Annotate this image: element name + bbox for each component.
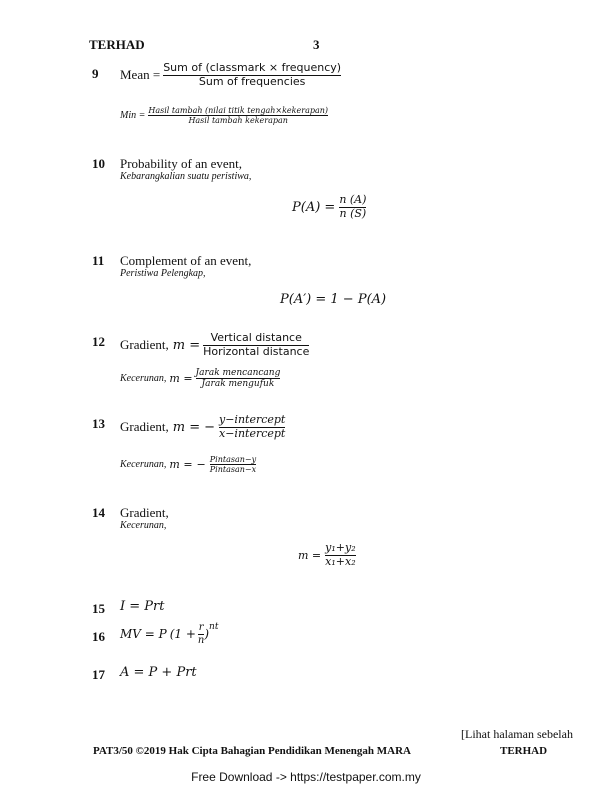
formula-10-lhs: P(A) =	[292, 199, 336, 215]
formula-14-equation	[298, 542, 356, 568]
formula-9-label: Mean =	[120, 67, 161, 83]
formula-16-equation	[120, 622, 218, 646]
formula-13-fraction	[219, 414, 285, 440]
formula-12-numerator: Vertical distance	[210, 331, 302, 344]
footer-classification: TERHAD	[500, 745, 548, 757]
formula-13-denominator-ms: Pintasan−x	[209, 465, 257, 475]
formula-12-kecerunan	[120, 368, 280, 390]
formula-16-close: )	[204, 627, 210, 641]
formula-10-title-ms: Kebarangkalian suatu peristiwa,	[120, 171, 252, 182]
formula-12-m: m =	[172, 337, 201, 353]
formula-14-denominator: x₁+x₂	[325, 554, 356, 568]
formula-12-fraction-ms	[196, 368, 281, 390]
turn-over-note: [Lihat halaman sebelah	[461, 727, 573, 741]
formula-17-equation: A = P + Prt	[120, 665, 197, 680]
formula-13-kecerunan	[120, 455, 256, 474]
formula-16-number: 16	[92, 629, 105, 644]
formula-14-fraction	[325, 542, 355, 568]
formula-9-fraction-ms	[148, 106, 328, 125]
formula-13-m: m =	[172, 419, 201, 435]
formula-9-mean	[120, 62, 341, 88]
formula-12-denominator: Horizontal distance	[203, 344, 310, 358]
formula-10-numerator: n (A)	[339, 193, 367, 206]
page-number: 3	[313, 37, 320, 52]
formula-10-equation	[292, 194, 366, 220]
formula-10-number: 10	[92, 156, 105, 171]
formula-13-m-ms: m =	[169, 458, 193, 472]
formula-16-lhs: MV = P	[120, 627, 167, 641]
formula-14-numerator: y₁+y₂	[325, 541, 356, 554]
formula-13-minus: −	[204, 419, 215, 435]
formula-11-number: 11	[92, 253, 105, 268]
formula-13-number: 13	[92, 416, 105, 431]
formula-16-numerator: r	[198, 622, 204, 633]
formula-13-denominator: x−intercept	[219, 426, 286, 440]
formula-12-fraction	[203, 332, 309, 358]
formula-11-equation: P(A′) = 1 − P(A)	[280, 292, 387, 307]
header-classification: TERHAD	[89, 37, 145, 52]
formula-13-minus-ms: −	[196, 458, 206, 472]
formula-10-title: Probability of an event,	[120, 156, 243, 171]
formula-12-gradient	[120, 332, 309, 358]
formula-14-number: 14	[92, 505, 105, 520]
formula-16-denominator: n	[197, 634, 205, 646]
formula-9-min	[120, 106, 328, 125]
formula-9-numerator-ms: Hasil tambah (nilai titik tengah×kekerapan)	[148, 106, 328, 115]
formula-13-label: Gradient,	[120, 419, 169, 435]
formula-13-numerator-ms: Pintasan−y	[209, 455, 257, 464]
formula-12-number: 12	[92, 334, 105, 349]
formula-16-exponent: nt	[209, 622, 219, 632]
formula-14-title: Gradient,	[120, 505, 169, 520]
formula-15-number: 15	[92, 601, 105, 616]
formula-13-label-ms: Kecerunan,	[120, 459, 167, 471]
formula-9-number: 9	[92, 66, 99, 81]
formula-10-denominator: n (S)	[339, 206, 367, 220]
formula-12-denominator-ms: Jarak mengufuk	[196, 378, 281, 389]
download-link[interactable]: Free Download -> https://testpaper.com.my	[191, 770, 421, 784]
formula-13-gradient	[120, 414, 285, 440]
formula-12-label: Gradient,	[120, 337, 169, 353]
formula-12-numerator-ms: Jarak mencancang	[195, 368, 281, 378]
formula-9-denominator-ms: Hasil tambah kekerapan	[148, 115, 328, 125]
formula-13-fraction-ms	[210, 455, 256, 474]
formula-9-denominator: Sum of frequencies	[163, 75, 341, 89]
formula-14-title-ms: Kecerunan,	[120, 520, 167, 531]
formula-9-fraction	[163, 62, 341, 88]
formula-14-lhs: m =	[298, 548, 322, 562]
formula-13-numerator: y−intercept	[219, 413, 286, 426]
formula-12-label-ms: Kecerunan,	[120, 373, 167, 385]
formula-16-open: (1 +	[169, 627, 196, 641]
formula-9-numerator: Sum of (classmark × frequency)	[163, 61, 342, 74]
formula-10-fraction	[339, 194, 366, 220]
footer-copyright: PAT3/50 ©2019 Hak Cipta Bahagian Pendidikan Menengah MARA	[93, 745, 411, 757]
formula-12-m-ms: m =	[169, 372, 193, 386]
formula-15-equation: I = Prt	[120, 599, 165, 614]
formula-11-title: Complement of an event,	[120, 253, 252, 268]
formula-11-title-ms: Peristiwa Pelengkap,	[120, 268, 206, 279]
formula-9-label-ms: Min =	[120, 110, 146, 122]
formula-17-number: 17	[92, 667, 105, 682]
